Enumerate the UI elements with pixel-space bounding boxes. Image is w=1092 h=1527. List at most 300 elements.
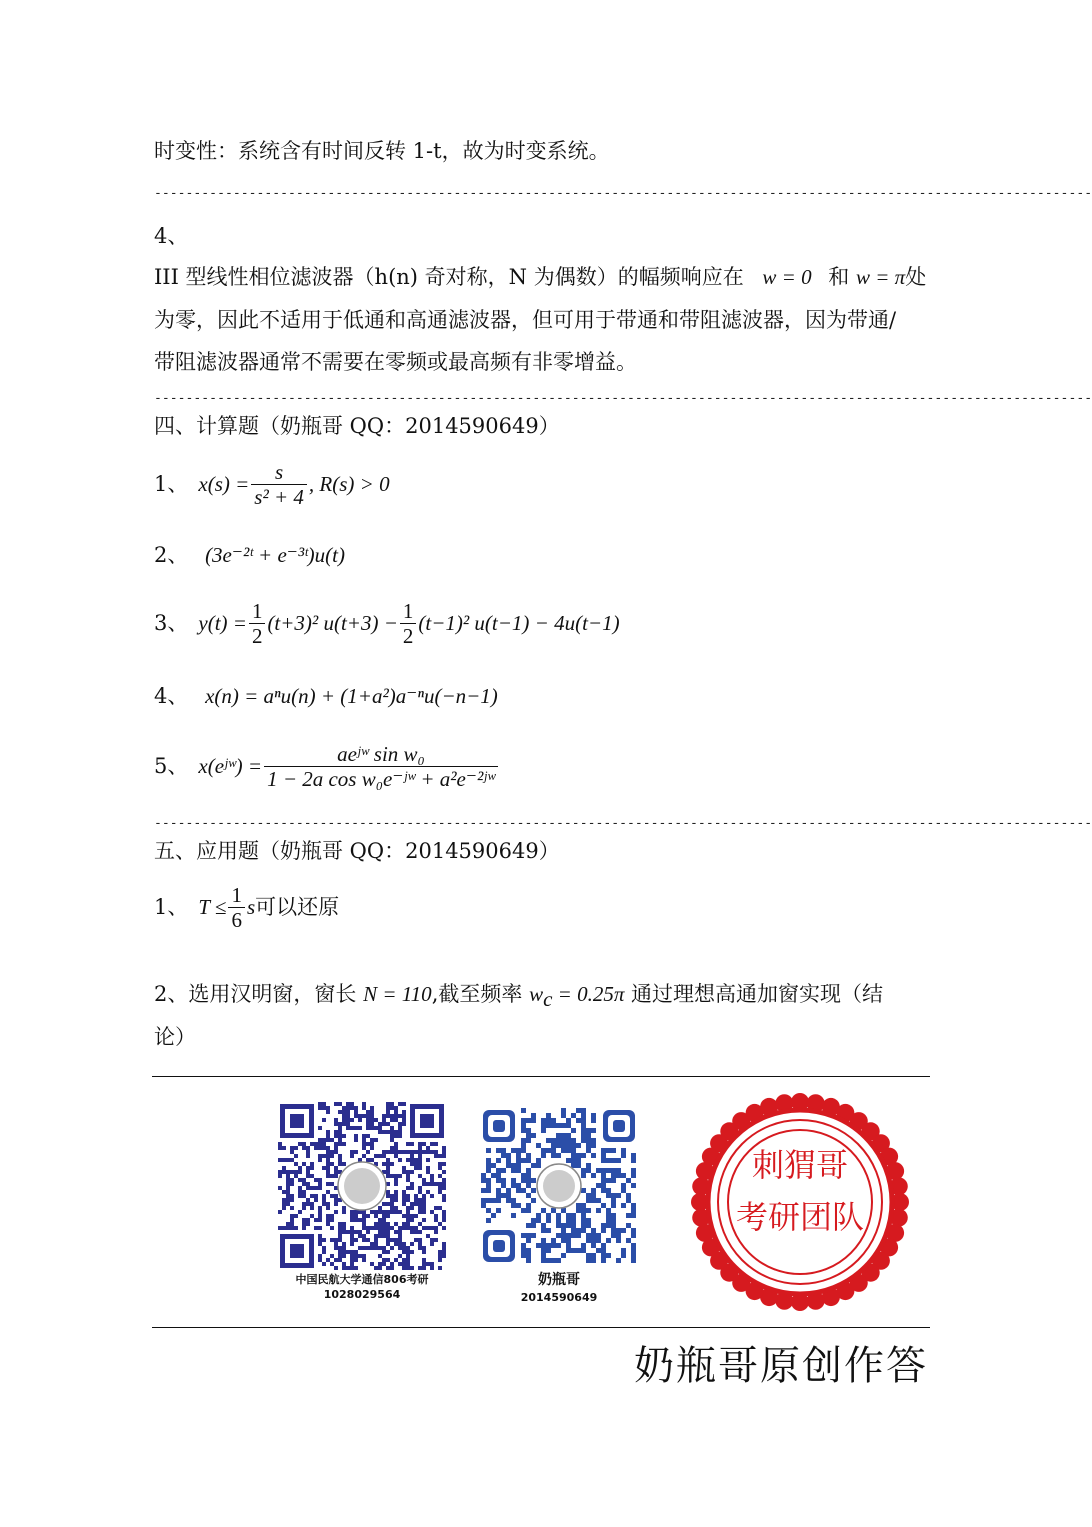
qr-module: [526, 1223, 531, 1228]
qr-module: [374, 1242, 378, 1246]
qr-module: [358, 1230, 362, 1234]
qr-module: [370, 1142, 374, 1146]
qr-module: [374, 1222, 378, 1226]
qr-module: [342, 1206, 346, 1210]
qr-module: [322, 1118, 326, 1122]
qr-module: [406, 1258, 410, 1262]
qr-module: [541, 1253, 546, 1258]
qr-module: [486, 1178, 491, 1183]
qr-module: [326, 1166, 330, 1170]
qr-module: [382, 1250, 386, 1254]
qr-module: [561, 1233, 566, 1238]
qr-module: [326, 1138, 330, 1142]
qr-module: [298, 1178, 302, 1182]
qr-module: [282, 1158, 286, 1162]
qr-module: [430, 1178, 434, 1182]
qr-module: [302, 1194, 306, 1198]
qr-module: [318, 1158, 322, 1162]
qr-module: [350, 1266, 354, 1270]
qr-module: [394, 1110, 398, 1114]
qr-module: [402, 1242, 406, 1246]
qr-module: [322, 1250, 326, 1254]
qr-module: [378, 1222, 382, 1226]
qr-module: [290, 1218, 294, 1222]
qr-module: [566, 1223, 571, 1228]
qr-module: [556, 1223, 561, 1228]
qr-module: [541, 1243, 546, 1248]
item-number: 2、: [154, 543, 189, 567]
qr-module: [442, 1226, 446, 1230]
qr-module: [422, 1202, 426, 1206]
qr-module: [302, 1218, 306, 1222]
qr-module: [414, 1230, 418, 1234]
qr-module: [601, 1173, 606, 1178]
qr-module: [418, 1222, 422, 1226]
qr-module: [286, 1170, 290, 1174]
qr-module: [581, 1113, 586, 1118]
qr-module: [491, 1163, 496, 1168]
qr-module: [561, 1253, 566, 1258]
qr-module: [551, 1153, 556, 1158]
qr-module: [326, 1170, 330, 1174]
qr-module: [566, 1118, 571, 1123]
qr-module: [511, 1213, 516, 1218]
qr-module: [326, 1174, 330, 1178]
qr-module: [334, 1130, 338, 1134]
qr-module: [434, 1226, 438, 1230]
qr-module: [318, 1258, 322, 1262]
qr-module: [350, 1218, 354, 1222]
qr-module: [516, 1163, 521, 1168]
qr-module: [370, 1110, 374, 1114]
qr-module: [601, 1158, 606, 1163]
qr-module: [601, 1178, 606, 1183]
qr-module: [302, 1222, 306, 1226]
qr-module: [362, 1106, 366, 1110]
qr-module: [521, 1248, 526, 1253]
qr-module: [546, 1228, 551, 1233]
qr-module: [310, 1174, 314, 1178]
qr-module: [322, 1166, 326, 1170]
qr-module: [402, 1118, 406, 1122]
qr-module: [342, 1118, 346, 1122]
qr-module: [286, 1190, 290, 1194]
qr-module: [402, 1258, 406, 1262]
qr-module: [426, 1146, 430, 1150]
qr-module: [541, 1238, 546, 1243]
qr-module: [334, 1258, 338, 1262]
qr-module: [496, 1168, 501, 1173]
qr-module: [330, 1154, 334, 1158]
qr-module: [394, 1114, 398, 1118]
footer-rule-bottom: [152, 1327, 930, 1328]
qr-module: [410, 1230, 414, 1234]
qr-module: [338, 1138, 342, 1142]
qr-module: [346, 1114, 350, 1118]
math-unit: s: [246, 895, 256, 919]
math-numerator: 1: [251, 598, 263, 623]
qr-module: [330, 1214, 334, 1218]
qr-module: [561, 1143, 566, 1148]
qr-module: [322, 1138, 326, 1142]
qr-module: [310, 1214, 314, 1218]
qr-module: [521, 1128, 526, 1133]
qr-module: [481, 1203, 486, 1208]
qr-module: [422, 1226, 426, 1230]
qr-module: [546, 1138, 551, 1143]
qr-module: [434, 1238, 438, 1242]
qr-module: [626, 1178, 631, 1183]
qr-module: [616, 1193, 621, 1198]
qr-module: [536, 1243, 541, 1248]
qr-module: [486, 1168, 491, 1173]
qr-module: [438, 1186, 442, 1190]
qr-module: [418, 1154, 422, 1158]
qr-module: [350, 1258, 354, 1262]
qr-module: [442, 1242, 446, 1246]
qr-module: [374, 1266, 378, 1270]
qr-module: [406, 1194, 410, 1198]
q4-text-and: 和: [828, 265, 850, 289]
math-cutoff-subscript: c: [543, 987, 553, 1012]
qr-module: [581, 1123, 586, 1128]
qr-module: [306, 1202, 310, 1206]
qr-module: [318, 1154, 322, 1158]
math-numerator: s: [275, 459, 284, 484]
qr-module: [326, 1258, 330, 1262]
qr-module: [394, 1222, 398, 1226]
qr-module: [481, 1173, 486, 1178]
qr-module: [631, 1153, 636, 1158]
qr-module: [506, 1188, 511, 1193]
qr-module: [438, 1254, 442, 1258]
qr-module: [591, 1233, 596, 1238]
qr-module: [302, 1190, 306, 1194]
qr-module: [386, 1194, 390, 1198]
qr-module: [438, 1266, 442, 1270]
qr-module: [354, 1138, 358, 1142]
qr-module: [438, 1258, 442, 1262]
math-fraction: [400, 599, 417, 648]
qr-module: [561, 1223, 566, 1228]
qr-module: [290, 1222, 294, 1226]
qr-module: [398, 1262, 402, 1266]
qr-module: [366, 1114, 370, 1118]
qr-module: [561, 1148, 566, 1153]
qr-module: [338, 1142, 342, 1146]
qr-module: [422, 1182, 426, 1186]
qr-module: [366, 1110, 370, 1114]
qr-module: [442, 1186, 446, 1190]
qr-module: [330, 1138, 334, 1142]
qr-module: [422, 1150, 426, 1154]
qr-module: [496, 1188, 501, 1193]
math-denominator: 6: [228, 907, 245, 932]
qr-module: [621, 1188, 626, 1193]
qr-module: [486, 1208, 491, 1213]
qr-module: [338, 1226, 342, 1230]
qr-module: [318, 1206, 322, 1210]
qr-module: [511, 1168, 516, 1173]
qr-module: [370, 1158, 374, 1162]
qr-module: [430, 1238, 434, 1242]
qr-module: [581, 1203, 586, 1208]
qr-module: [486, 1158, 491, 1163]
qr-module: [342, 1106, 346, 1110]
qr-module: [616, 1228, 621, 1233]
qr-module: [591, 1113, 596, 1118]
qr-module: [402, 1266, 406, 1270]
qr-module: [390, 1266, 394, 1270]
qr-module: [442, 1218, 446, 1222]
qr-module: [426, 1166, 430, 1170]
qr-module: [398, 1102, 402, 1106]
qr-module: [362, 1254, 366, 1258]
qr-module: [426, 1234, 430, 1238]
qr-module: [521, 1178, 526, 1183]
qr-module: [298, 1190, 302, 1194]
qr-module: [591, 1253, 596, 1258]
qr-module: [591, 1188, 596, 1193]
qr-module: [326, 1130, 330, 1134]
qr-module: [378, 1266, 382, 1270]
qr-module: [442, 1170, 446, 1174]
math-denominator: 1 − 2a cos w₀e⁻ʲʷ + a²e⁻²ʲʷ: [264, 766, 498, 791]
app-item-2-text-c: 通过理想高通加窗实现（结: [631, 982, 884, 1006]
qr-module: [290, 1214, 294, 1218]
qr-module: [286, 1186, 290, 1190]
qr-module: [621, 1153, 626, 1158]
qr-module: [576, 1228, 581, 1233]
qr-module: [581, 1248, 586, 1253]
qr-module: [374, 1154, 378, 1158]
qr-module: [526, 1193, 531, 1198]
qr-module: [334, 1194, 338, 1198]
qr-module: [631, 1213, 636, 1218]
qr-module: [402, 1170, 406, 1174]
qr-module: [318, 1138, 322, 1142]
math-w-zero: w = 0: [762, 265, 812, 289]
q4-text-a: III 型线性相位滤波器（h(n) 奇对称，N 为偶数）的幅频响应在: [154, 265, 744, 289]
qr-module: [616, 1258, 621, 1263]
qr-module: [402, 1110, 406, 1114]
qr-module: [398, 1150, 402, 1154]
qr-module: [531, 1178, 536, 1183]
qr-module: [390, 1226, 394, 1230]
qr-module: [481, 1178, 486, 1183]
math-numerator: 1: [402, 598, 414, 623]
qr-module: [362, 1134, 366, 1138]
qr-module: [536, 1163, 541, 1168]
qr-module: [402, 1114, 406, 1118]
qr-module: [286, 1158, 290, 1162]
qr-module: [302, 1202, 306, 1206]
qr-module: [526, 1233, 531, 1238]
qr-module: [596, 1183, 601, 1188]
qr-module: [386, 1210, 390, 1214]
qr-module: [521, 1158, 526, 1163]
qr-module: [410, 1202, 414, 1206]
qr-module: [606, 1253, 611, 1258]
qr-module: [546, 1243, 551, 1248]
qr-module: [362, 1214, 366, 1218]
app-item-2-text-a: 选用汉明窗，窗长: [188, 982, 357, 1006]
qr-module: [586, 1258, 591, 1263]
qr-module: [606, 1238, 611, 1243]
qr-module: [394, 1174, 398, 1178]
qr-module: [310, 1206, 314, 1210]
qr-module: [430, 1150, 434, 1154]
qr-module: [531, 1118, 536, 1123]
qr-module: [414, 1202, 418, 1206]
qr-module: [354, 1250, 358, 1254]
qr-module: [571, 1248, 576, 1253]
qr-module: [626, 1198, 631, 1203]
qr-module: [278, 1142, 282, 1146]
qr-module: [526, 1253, 531, 1258]
qr-module: [346, 1106, 350, 1110]
qr-module: [302, 1182, 306, 1186]
qr-module: [581, 1168, 586, 1173]
math-window-length: N = 110: [363, 982, 432, 1006]
qr-module: [611, 1173, 616, 1178]
qr-module: [378, 1210, 382, 1214]
qr-module: [418, 1210, 422, 1214]
qr-module: [526, 1248, 531, 1253]
qr-module: [294, 1174, 298, 1178]
qr-module: [278, 1186, 282, 1190]
qr-module: [414, 1166, 418, 1170]
qr-module: [541, 1258, 546, 1263]
qr-module: [346, 1110, 350, 1114]
qr-module: [422, 1206, 426, 1210]
qr-module: [418, 1246, 422, 1250]
qr-module: [481, 1188, 486, 1193]
qr-module: [318, 1102, 322, 1106]
qr-module: [362, 1226, 366, 1230]
qr-module: [521, 1118, 526, 1123]
qr-module: [486, 1198, 491, 1203]
qr-module: [611, 1213, 616, 1218]
qr-module: [362, 1142, 366, 1146]
qr-module: [556, 1218, 561, 1223]
qr-module: [526, 1138, 531, 1143]
qr-module: [430, 1226, 434, 1230]
qr-module: [406, 1214, 410, 1218]
qr-module: [611, 1168, 616, 1173]
qr-module: [326, 1106, 330, 1110]
qr-module: [526, 1203, 531, 1208]
qr-module: [366, 1122, 370, 1126]
qr-module: [354, 1218, 358, 1222]
qr-module: [322, 1102, 326, 1106]
qr-module: [394, 1154, 398, 1158]
qr-module: [616, 1168, 621, 1173]
qr-module: [338, 1246, 342, 1250]
qr-module: [378, 1246, 382, 1250]
qr-module: [334, 1134, 338, 1138]
qr-module: [566, 1148, 571, 1153]
qr-module: [390, 1126, 394, 1130]
math-lhs: x(s) =: [198, 472, 250, 496]
qr-module: [278, 1158, 282, 1162]
qr-module: [438, 1174, 442, 1178]
qr-module: [606, 1188, 611, 1193]
qr-module: [551, 1238, 556, 1243]
qr-module: [414, 1158, 418, 1162]
qr-module: [370, 1246, 374, 1250]
qr-module: [402, 1166, 406, 1170]
qr-module: [350, 1118, 354, 1122]
qr-module: [386, 1166, 390, 1170]
app-item-2-line2: 论）: [154, 1025, 196, 1049]
qr-module: [551, 1123, 556, 1128]
qr-module: [326, 1202, 330, 1206]
qr-caption-number: 2014590649: [520, 1291, 598, 1304]
qr-module: [334, 1166, 338, 1170]
qr-module: [326, 1190, 330, 1194]
qr-module: [402, 1202, 406, 1206]
qr-module: [394, 1230, 398, 1234]
qr-module: [358, 1234, 362, 1238]
qr-module: [398, 1210, 402, 1214]
app-item-2-text-b: ,截至频率: [431, 982, 523, 1006]
qr-module: [294, 1226, 298, 1230]
qr-module: [551, 1243, 556, 1248]
qr-module: [571, 1128, 576, 1133]
qr-module: [546, 1148, 551, 1153]
qr-module: [521, 1123, 526, 1128]
qr-module: [561, 1133, 566, 1138]
item-number: 3、: [154, 611, 189, 635]
qr-module: [386, 1174, 390, 1178]
qr-module: [338, 1250, 342, 1254]
math-lhs: x(eʲʷ) =: [198, 754, 263, 778]
qr-module: [362, 1234, 366, 1238]
qr-module: [374, 1138, 378, 1142]
qr-module: [551, 1143, 556, 1148]
qr-module: [342, 1210, 346, 1214]
qr-module: [586, 1128, 591, 1133]
qr-module: [611, 1158, 616, 1163]
qr-module: [354, 1254, 358, 1258]
qr-module: [342, 1226, 346, 1230]
qr-module: [438, 1206, 442, 1210]
qr-module: [531, 1233, 536, 1238]
qr-module: [571, 1233, 576, 1238]
qr-module: [354, 1106, 358, 1110]
qr-module: [422, 1198, 426, 1202]
qr-module: [330, 1194, 334, 1198]
qr-module: [526, 1183, 531, 1188]
qr-module: [556, 1233, 561, 1238]
qr-module: [334, 1118, 338, 1122]
qr-module: [390, 1210, 394, 1214]
qr-module: [516, 1188, 521, 1193]
qr-module: [394, 1150, 398, 1154]
qr-module: [571, 1143, 576, 1148]
qr-module: [382, 1218, 386, 1222]
qr-module: [314, 1194, 318, 1198]
qr-module: [526, 1168, 531, 1173]
qr-module: [430, 1182, 434, 1186]
qr-module: [314, 1198, 318, 1202]
qr-module: [350, 1126, 354, 1130]
qr-module: [496, 1208, 501, 1213]
qr-module: [374, 1234, 378, 1238]
qr-module: [631, 1168, 636, 1173]
qr-module: [561, 1238, 566, 1243]
